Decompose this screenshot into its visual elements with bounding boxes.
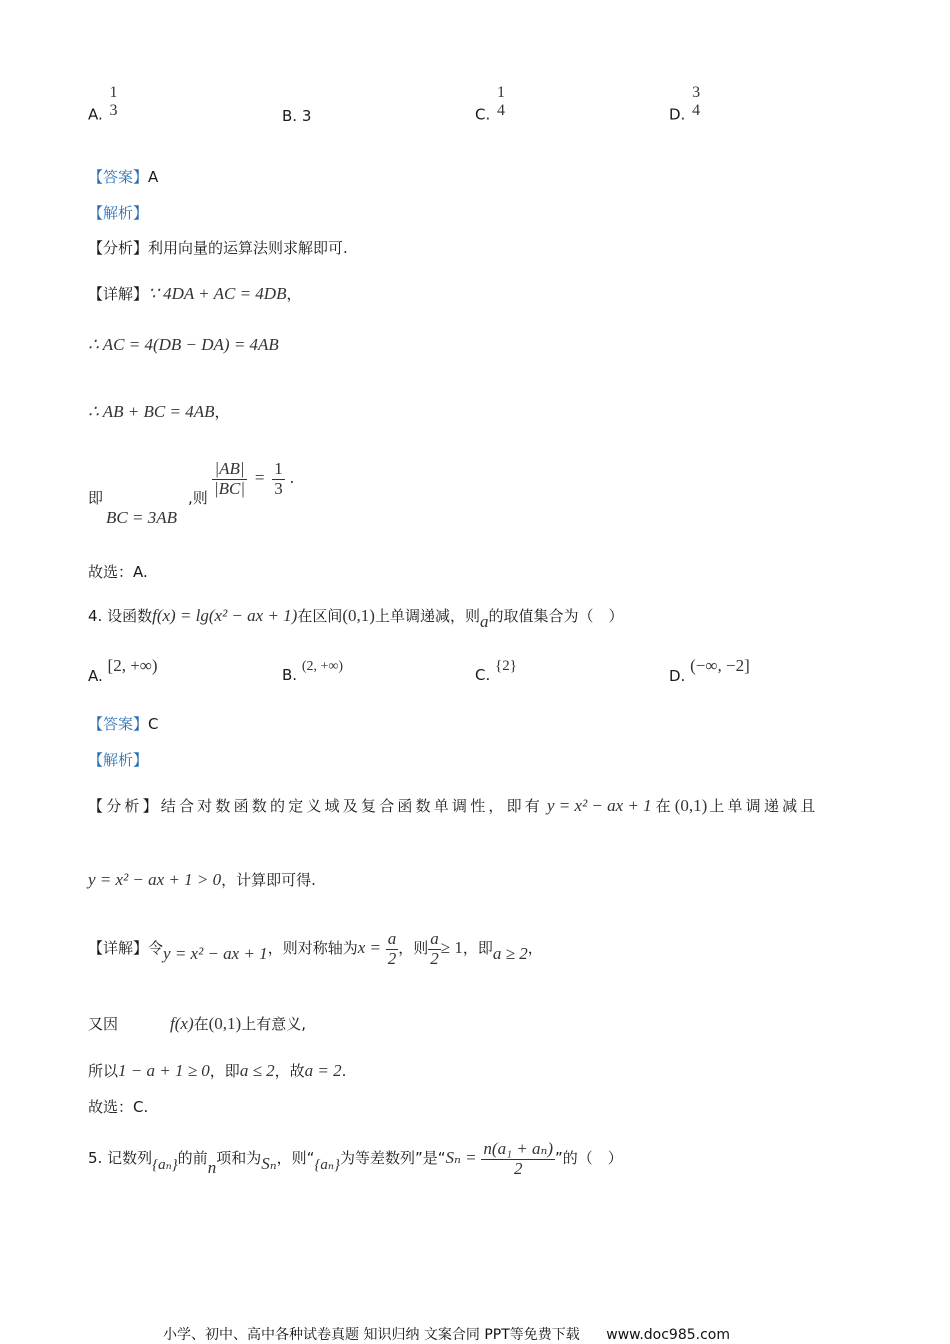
q3-option-d-fraction: 3 4 bbox=[692, 84, 701, 119]
vector-equation: ∵ 4DA + AC = 4DB bbox=[148, 284, 287, 303]
q4-option-a: A. [2, +∞) bbox=[88, 656, 158, 685]
q3-ze: ,则 bbox=[188, 489, 208, 507]
q4-option-d: D. (−∞, −2] bbox=[669, 656, 750, 685]
q4-stem: 4. 设函数f(x) = lg(x² − ax + 1)在区间(0,1)上单调递减，则a的取值集合为（ ） bbox=[88, 606, 624, 631]
q4-suoyi: 所以1 − a + 1 ≥ 0，即a ≤ 2，故a = 2. bbox=[88, 1061, 347, 1080]
q3-option-a bbox=[88, 84, 120, 124]
q4-youyin: 又因 f(x)在(0,1)上有意义, bbox=[88, 1014, 306, 1033]
q5-stem: 5. 记数列{aₙ}的前n项和为Sₙ，则“{aₙ}为等差数列”是“Sₙ = $\frac{\text{n(a₁ + aₙ)}}{2}$ ”的（ ） bbox=[88, 1139, 623, 1178]
q3-option-d-label: D. bbox=[669, 105, 686, 124]
q3-fenxi: 【分析】利用向量的运算法则求解即可. bbox=[88, 239, 348, 257]
q3-detail-line1: 【详解】∵ 4DA + AC = 4DB， bbox=[88, 284, 302, 303]
footer-text: 小学、初中、高中各种试卷真题 知识归纳 文案合同 PPT等免费下载 bbox=[163, 1327, 580, 1343]
q4-option-c: C. {2} bbox=[475, 658, 517, 684]
q4-option-b: B. (2, +∞) bbox=[282, 659, 344, 684]
q3-option-b: B. 3 bbox=[282, 107, 312, 125]
q4-detail-line: 【详解】令y = x² − ax + 1，则对称轴为x = $\frac{a}{2}$ ，则 $\frac{a}{2}$ ≥ 1，即a ≥ 2， bbox=[88, 929, 543, 968]
q4-function: f(x) = lg(x² − ax + 1) bbox=[152, 606, 298, 625]
q3-option-c-fraction: 1 4 bbox=[497, 84, 506, 119]
q4-fenxi-line2: y = x² − ax + 1 > 0，计算即可得. bbox=[88, 870, 316, 889]
q3-answer bbox=[88, 166, 158, 187]
q3-analysis-tag: 【解析】 bbox=[88, 204, 149, 222]
q5-formula-fraction: $\frac{\text{n(a₁ + aₙ)}}{2}$ bbox=[483, 1139, 553, 1178]
page-footer bbox=[163, 1324, 730, 1344]
q3-choose: 故选：A. bbox=[88, 563, 148, 581]
ineq-fraction: $\frac{a}{2}$ bbox=[430, 929, 439, 968]
footer-url[interactable]: www.doc985.com bbox=[606, 1327, 730, 1343]
q4-answer: 【答案】C bbox=[88, 715, 159, 733]
q3-detail-line2: ∴ AC = 4(DB − DA) = 4AB bbox=[88, 335, 279, 354]
q3-option-d bbox=[669, 84, 702, 124]
q3-ratio: $\frac{|AB|}{|BC|}$ = $\frac{1}{3}$ . bbox=[214, 459, 295, 498]
q3-option-c bbox=[475, 84, 507, 124]
axis-fraction: $\frac{a}{2}$ bbox=[387, 929, 397, 968]
q4-fenxi-line1: 【分析】结合对数函数的定义域及复合函数单调性，即有 y = x² − ax + 1 在 (0,1) 上单调递减且 bbox=[88, 796, 819, 815]
q3-ji: 即 bbox=[88, 489, 104, 507]
ratio-value-fraction: $\frac{1}{3}$ bbox=[274, 459, 283, 498]
q3-detail-line3: ∴ AB + BC = 4AB， bbox=[88, 402, 230, 421]
q3-ji-expr: BC = 3AB bbox=[106, 508, 177, 527]
q3-option-c-label: C. bbox=[475, 105, 491, 124]
q3-option-a-label: A. bbox=[88, 105, 103, 124]
detail-tag: 【详解】 bbox=[88, 285, 149, 303]
q3-option-a-fraction: 1 3 bbox=[109, 84, 118, 119]
ratio-fraction: $\frac{|AB|}{|BC|}$ bbox=[214, 459, 246, 498]
q4-choose: 故选：C. bbox=[88, 1098, 149, 1116]
answer-tag: 【答案】 bbox=[88, 168, 149, 186]
q4-analysis-tag: 【解析】 bbox=[88, 751, 149, 769]
answer-value: A bbox=[148, 168, 159, 186]
